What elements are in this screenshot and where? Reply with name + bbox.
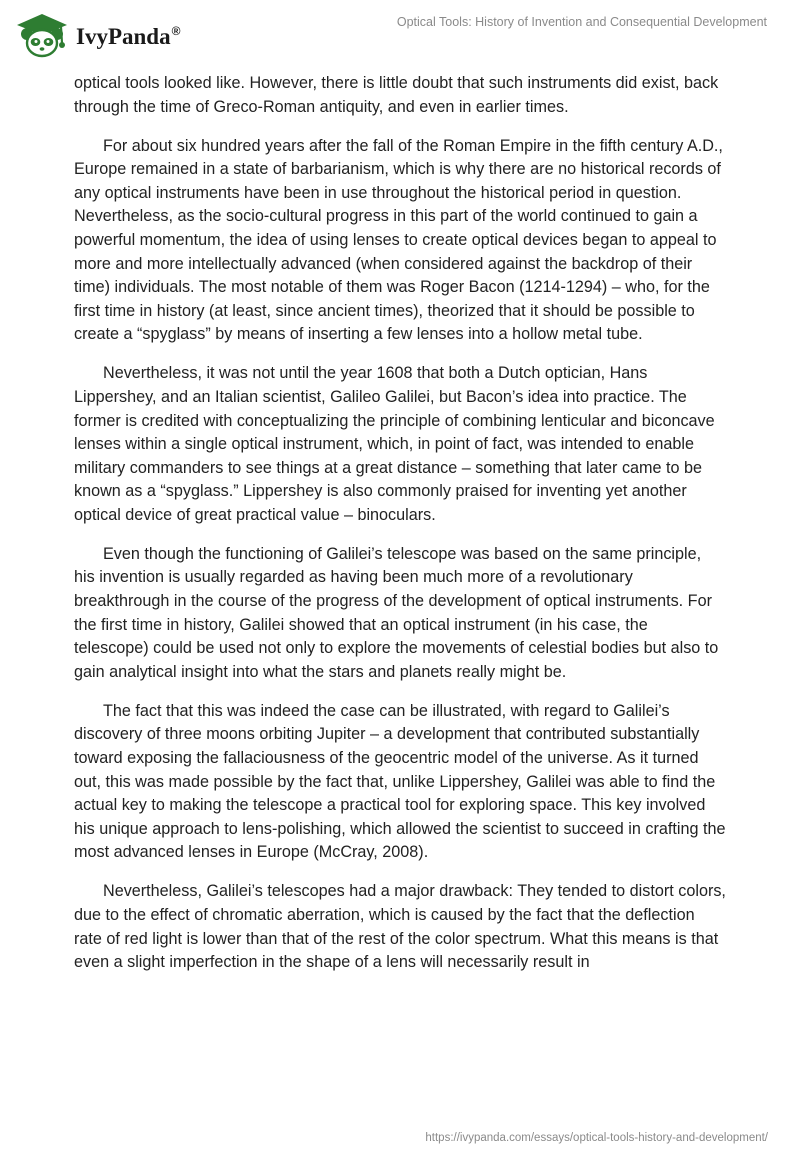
ivypanda-logo[interactable] — [14, 12, 180, 60]
brand-name — [76, 24, 180, 50]
paragraph: optical tools looked like. However, there is little doubt that such instruments did exist, back through the time of Greco-Roman antiquity, and even in earlier times. — [74, 74, 719, 116]
brand-name-text: IvyPanda — [76, 24, 171, 49]
page-header — [0, 0, 800, 68]
paragraph: Nevertheless, it was not until the year 1608 that both a Dutch optician, Hans Lippershey, and an Italian scientist, Galileo Galilei, but Bacon’s idea into practice. The former is credited with conceptualizing the principle of combining lenticular and biconcave lenses within a single optical instrument, which, in point of fact, was intended to enable military commanders to see things at a great distance – something that later came to be known as a “spyglass.” Lippershey is also commonly praised for inventing yet another optical device of great practical value – binoculars. — [74, 364, 715, 524]
paragraph: For about six hundred years after the fall of the Roman Empire in the fifth century A.D., Europe remained in a state of barbarianism, which is why there are no historical records of any optical instruments have been in use throughout the historical period in question. Nevertheless, as the socio-cultural progress in this part of the world continued to gain a powerful momentum, the idea of using lenses to create optical devices began to appeal to more and more intellectually advanced (when considered against the backdrop of their time) individuals. The most notable of them was Roger Bacon (1214-1294) – who, for the first time in history (at least, since ancient times), theorized that it should be possible to create a “spyglass” by means of inserting a few lenses into a hollow metal tube. — [74, 136, 723, 344]
source-url[interactable]: https://ivypanda.com/essays/optical-tools-history-and-development/ — [425, 1132, 768, 1144]
paragraph: Nevertheless, Galilei’s telescopes had a major drawback: They tended to distort colors, due to the effect of chromatic aberration, which is caused by the fact that the deflection rate of red light is lower than that of the rest of the color spectrum. What this means is that even a slight imperfection in the shape of a lens will necessarily result in — [74, 882, 726, 972]
panda-graduate-icon — [14, 12, 70, 60]
document-title: Optical Tools: History of Invention and Consequential Development — [396, 15, 767, 29]
registered-mark: ® — [171, 24, 181, 39]
paragraph: The fact that this was indeed the case can be illustrated, with regard to Galilei’s discovery of three moons orbiting Jupiter – a development that contributed substantially toward exposing the fallaciousness of the geocentric model of the universe. As it turned out, this was made possible by the fact that, unlike Lippershey, Galilei was able to find the actual key to making the telescope a practical tool for exploring space. This key involved his unique approach to lens-polishing, which allowed the scientist to succeed in crafting the most advanced lenses in Europe (McCray, 2008). — [74, 701, 726, 862]
paragraph: Even though the functioning of Galilei’s telescope was based on the same principle, his invention is usually regarded as having been much more of a revolutionary breakthrough in the course of the progress of the development of optical instruments. For the first time in history, Galilei showed that an optical instrument (in his case, the telescope) could be used not only to explore the movements of celestial bodies but also to gain analytical insight into what the stars and planets really might be. — [74, 544, 719, 681]
article-body — [74, 72, 726, 990]
